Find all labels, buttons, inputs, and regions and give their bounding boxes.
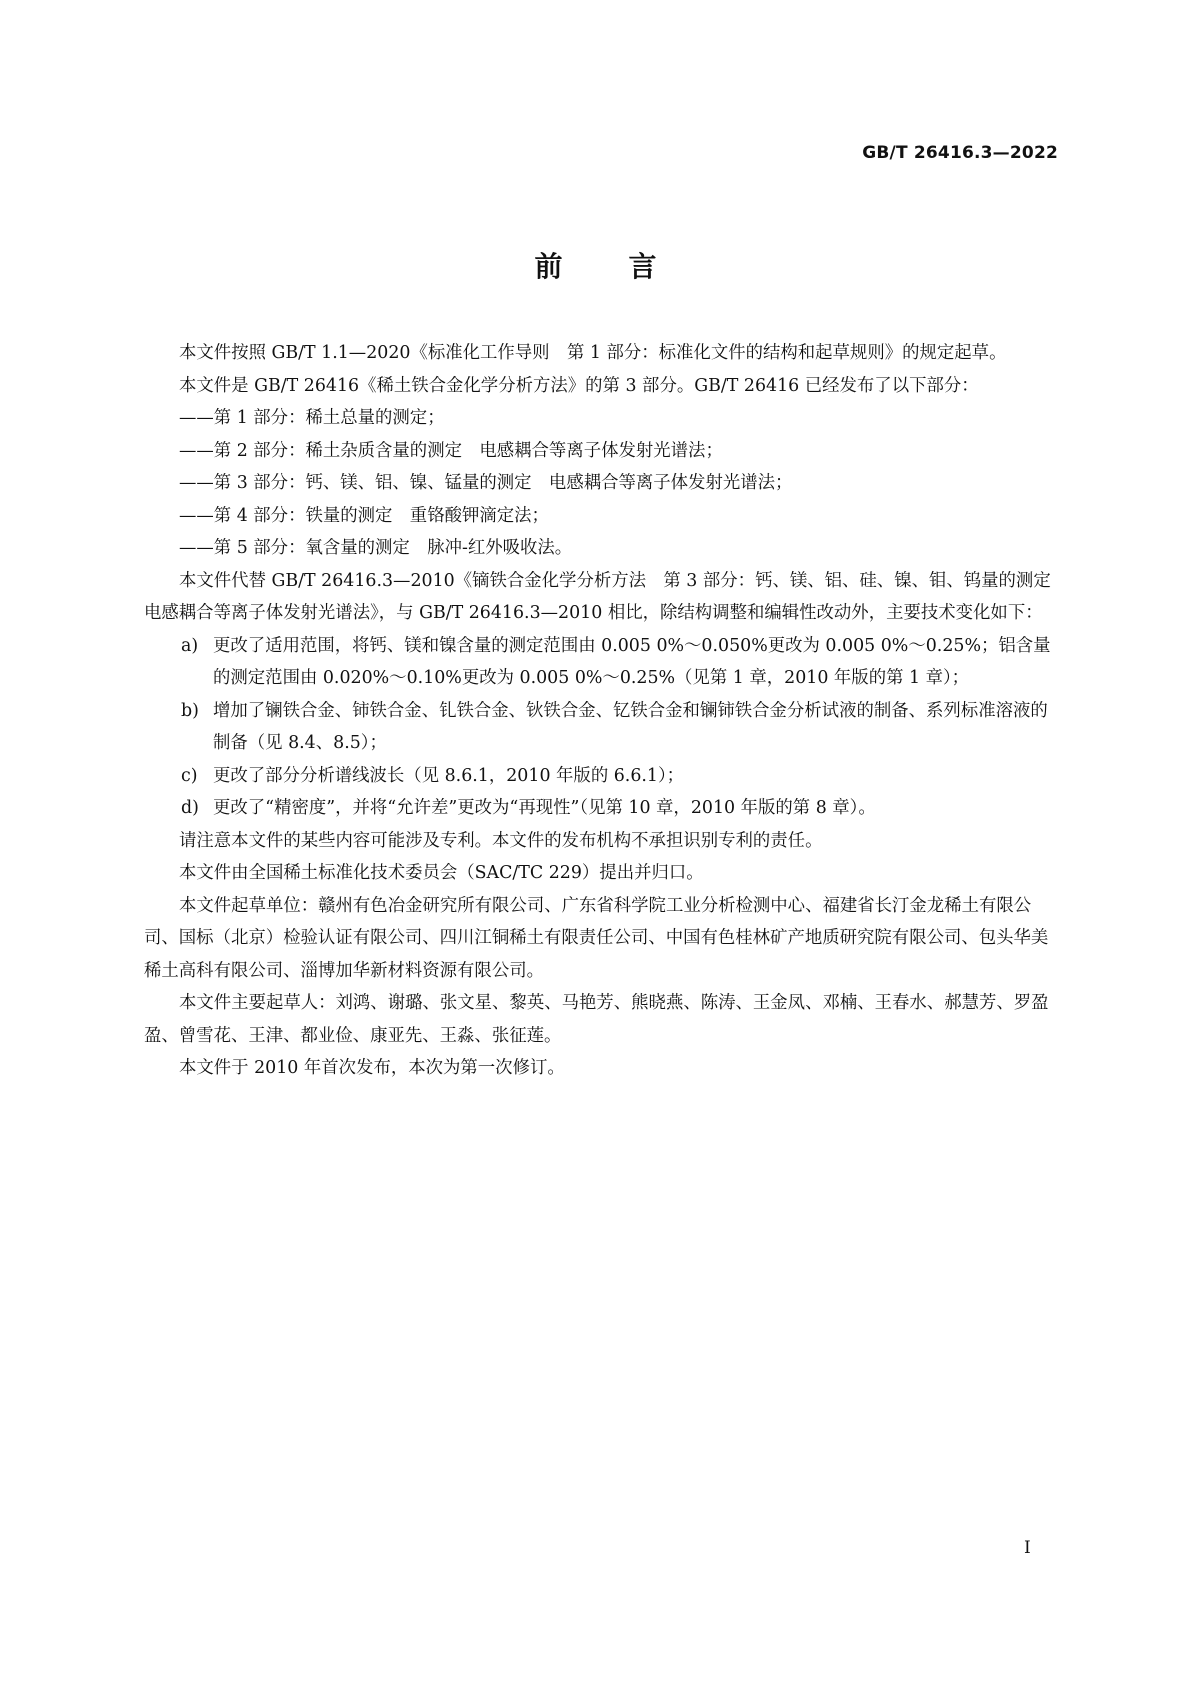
paragraph-drafting-organizations: 本文件起草单位：赣州有色冶金研究所有限公司、广东省科学院工业分析检测中心、福建省长汀金龙稀土有限公司、国标（北京）检验认证有限公司、四川江铜稀土有限责任公司、中国有色桂林矿产地质研究院有限公司、包头华美稀土高科有限公司、淄博加华新材料资源有限公司。 (144, 895, 1049, 981)
change-text: 增加了镧铁合金、铈铁合金、钆铁合金、钬铁合金、钇铁合金和镧铈铁合金分析试液的制备、系列标准溶液的制备（见 8.4、8.5）； (213, 700, 1048, 753)
paragraph-history: 本文件于 2010 年首次发布，本次为第一次修订。 (179, 1058, 565, 1078)
part-list-item: ——第 3 部分：钙、镁、铝、镍、锰量的测定 电感耦合等离子体发射光谱法； (179, 473, 793, 493)
standard-code: GB/T 26416.3—2022 (862, 143, 1058, 163)
change-text: 更改了“精密度”，并将“允许差”更改为“再现性”（见第 10 章，2010 年版的第 8 章）。 (213, 798, 876, 818)
page-title: 前言 (534, 250, 723, 283)
part-list-item: ——第 2 部分：稀土杂质含量的测定 电感耦合等离子体发射光谱法； (179, 440, 723, 461)
paragraph-drafters: 本文件主要起草人：刘鸿、谢璐、张文星、黎英、马艳芳、熊晓燕、陈涛、王金凤、邓楠、王春水、郝慧芳、罗盈盈、曾雪花、王津、都业俭、康亚先、王淼、张征莲。 (144, 993, 1049, 1046)
change-item (144, 695, 1056, 760)
paragraph-replaces: 本文件代替 GB/T 26416.3—2010《镝铁合金化学分析方法 第 3 部分：钙、镁、铝、硅、镍、钼、钨量的测定 电感耦合等离子体发射光谱法》，与 GB/T 26416.3—2010 相比，除结构调整和编辑性改动外，主要技术变化如下： (144, 570, 1069, 623)
part-list-item: ——第 5 部分：氧含量的测定 脉冲-红外吸收法。 (179, 538, 573, 558)
paragraph-series-intro: 本文件是 GB/T 26416《稀土铁合金化学分析方法》的第 3 部分。GB/T 26416 已经发布了以下部分： (179, 375, 979, 396)
change-item (144, 792, 1056, 825)
paragraph-drafting-rules: 本文件按照 GB/T 1.1—2020《标准化工作导则 第 1 部分：标准化文件的结构和起草规则》的规定起草。 (179, 343, 1007, 363)
change-text: 更改了部分分析谱线波长（见 8.6.1，2010 年版的 6.6.1）； (213, 765, 685, 786)
change-marker: a) (181, 635, 199, 656)
page-number: I (1024, 1538, 1031, 1558)
part-list-item: ——第 4 部分：铁量的测定 重铬酸钾滴定法； (179, 505, 549, 526)
paragraph-proposer: 本文件由全国稀土标准化技术委员会（SAC/TC 229）提出并归口。 (179, 863, 704, 883)
part-list-item: ——第 1 部分：稀土总量的测定； (179, 408, 445, 428)
preface-body (144, 337, 1069, 1085)
paragraph-patent-notice: 请注意本文件的某些内容可能涉及专利。本文件的发布机构不承担识别专利的责任。 (179, 830, 823, 851)
change-marker: b) (181, 700, 199, 721)
change-item (144, 760, 1056, 793)
change-text: 更改了适用范围，将钙、镁和镍含量的测定范围由 0.005 0%～0.050%更改为 0.005 0%～0.25%；铝含量的测定范围由 0.020%～0.10%更改为 0.005 0%～0.25%（见第 1 章，2010 年版的第 1 章）； (213, 635, 1051, 688)
change-item (144, 630, 1056, 695)
change-marker: d) (181, 798, 199, 818)
change-marker: c) (181, 765, 198, 786)
